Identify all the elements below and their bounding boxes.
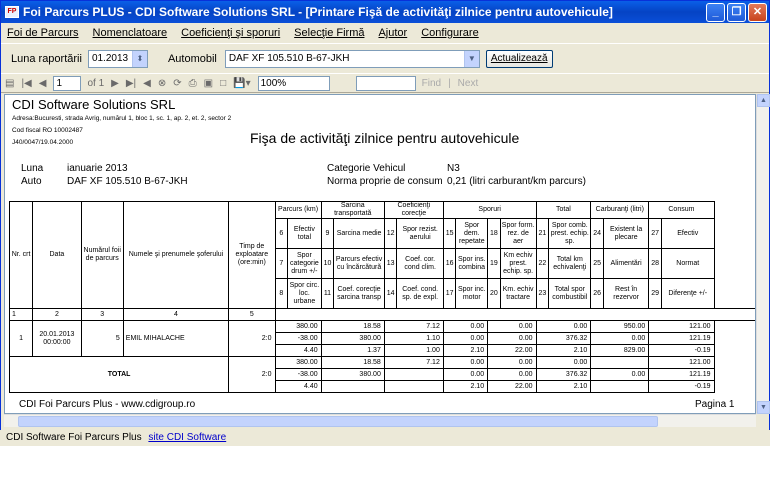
menu-selectie-firma[interactable]: Selecţie Firmă [294,27,365,39]
num-cell: 29 [649,279,662,309]
app-icon: FP [5,6,19,18]
value-cell: 0.00 [591,333,649,345]
find-link[interactable]: Find [421,77,442,89]
fiscal-code: Cod fiscal RO 10002487 [12,127,83,134]
col-nume: Numele şi prenumele şoferului [123,202,228,309]
value-cell: 0.00 [488,321,536,333]
header-cell: Spor dem. repetate [456,219,488,249]
restore-button[interactable]: ❐ [727,3,746,22]
automobil-value: DAF XF 105.510 B-67-JKH [228,53,350,64]
header-cell: Normat [661,249,714,279]
actualizeaza-button[interactable]: Actualizează [486,50,553,68]
total-cell: -0.19 [649,381,714,393]
header-cell: Spor ins. combina [456,249,488,279]
print-layout-icon[interactable]: ▣ [203,77,214,89]
group-parcurs: Parcurs (km) [275,202,321,219]
status-bar [0,430,770,446]
report-toolbar [1,73,769,93]
menu-configurare[interactable]: Configurare [421,27,479,39]
value-cell: 2.10 [443,345,487,357]
norma-value: 0,21 (litri carburant/km parcurs) [447,176,586,187]
menu-ajutor[interactable]: Ajutor [378,27,408,39]
total-cell: 376.32 [536,369,591,381]
horizontal-scrollbar[interactable] [4,414,756,427]
header-cell: Total spor combustibil [549,279,591,309]
luna-value: 01.2013 [91,53,129,64]
row-timp: 2:0 [229,321,275,357]
header-cell: Coef. cond. sp. de expl. [397,279,443,309]
parameters-bar [1,43,769,73]
num-cell: 24 [591,219,604,249]
total-cell [591,381,649,393]
group-sporuri: Sporuri [443,202,536,219]
total-timp: 2:0 [229,357,275,393]
row-data: 20.01.2013 00:00:00 [33,321,81,357]
num-cell: 9 [321,219,334,249]
header-row-groups [10,202,757,219]
col-nr: Nr. crt [10,202,33,309]
total-cell: 0.00 [591,369,649,381]
total-cell: -38.00 [275,369,321,381]
num-cell: 27 [649,219,662,249]
value-cell: 1.10 [384,333,443,345]
activity-table [9,201,756,393]
num-cell: 8 [275,279,288,309]
header-cell: Efectiv [661,219,714,249]
luna-spinner[interactable] [88,50,148,68]
num-cell: 11 [321,279,334,309]
report-viewer [4,94,756,414]
value-cell: -38.00 [275,333,321,345]
company-name: CDI Software Solutions SRL [12,97,176,112]
header-cell: Spor comb. prest. echip. sp. [549,219,591,249]
header-cell: Km echiv prest. echip. sp. [500,249,536,279]
table-row [10,321,757,333]
total-cell: 22.00 [488,381,536,393]
header-cell: Spor form. rez. de aer [500,219,536,249]
total-cell: 2.10 [443,381,487,393]
num-cell: 21 [536,219,549,249]
group-sarcina: Sarcina transportată [321,202,384,219]
col-foi: Numărul foii de parcurs [81,202,123,309]
total-cell: 0.00 [443,369,487,381]
value-cell: 4.40 [275,345,321,357]
menu-bar [1,23,769,43]
total-cell: 121.19 [649,369,714,381]
header-cell: Spor inc. motor [456,279,488,309]
status-text: CDI Software Foi Parcurs Plus [6,432,142,443]
page-count: of 1 [87,77,105,89]
num-cell: 7 [275,249,288,279]
luna-value: ianuarie 2013 [67,163,128,174]
refresh-icon[interactable]: ⟳ [173,77,182,89]
auto-label: Auto [21,176,42,187]
menu-nomenclatoare[interactable]: Nomenclatoare [92,27,168,39]
col-data: Data [33,202,81,309]
value-cell: -0.19 [649,345,714,357]
value-cell: 0.00 [536,321,591,333]
num-cell: 6 [275,219,288,249]
categorie-label: Categorie Vehicul [327,163,406,174]
total-cell: 0.00 [536,357,591,369]
header-cell: Km. echiv tractare [500,279,536,309]
total-cell [321,381,384,393]
total-cell: 4.40 [275,381,321,393]
group-total: Total [536,202,591,219]
num-cell: 23 [536,279,549,309]
first-page-icon[interactable]: |◀ [21,77,32,89]
value-cell: 121.00 [649,321,714,333]
num-cell: 14 [384,279,397,309]
num-cell: 15 [443,219,456,249]
header-cell: Spor categorie drum +/- [288,249,322,279]
page-input[interactable]: 1 [53,76,81,91]
zoom-select[interactable]: 100% [258,76,330,91]
total-cell [591,357,649,369]
print-icon[interactable]: ⎙ [188,77,197,89]
value-cell: 950.00 [591,321,649,333]
registration-number: J40/0047/19.04.2000 [12,139,74,146]
value-cell: 0.00 [488,333,536,345]
header-cell: Existent la plecare [603,219,648,249]
header-cell: Diferenţe +/- [661,279,714,309]
total-cell: 7.12 [384,357,443,369]
value-cell: 121.19 [649,333,714,345]
index-cell: 1 [10,309,33,321]
chevron-down-icon[interactable]: ▼ [464,51,479,67]
group-carburanti: Carburanţi (litri) [591,202,649,219]
automobil-label: Automobil [167,52,217,65]
col-timp: Timp de exploatare (ore:min) [229,202,275,309]
header-cell: Rest în rezervor [603,279,648,309]
value-cell: 1.37 [321,345,384,357]
total-cell: 0.00 [443,357,487,369]
header-cell: Coef. corecţie sarcina transp [334,279,385,309]
header-cell: Efectiv total [288,219,322,249]
total-cell [384,369,443,381]
num-cell: 17 [443,279,456,309]
separator: | [448,77,451,89]
prev-page-icon[interactable]: ◀ [38,77,47,89]
total-cell: 0.00 [488,357,536,369]
total-cell [384,381,443,393]
header-cell: Spor circ. loc. urbane [288,279,322,309]
total-label: TOTAL [10,357,229,393]
value-cell: 380.00 [275,321,321,333]
stop-icon[interactable]: ⊗ [157,77,167,89]
automobil-select[interactable] [225,50,480,68]
page-setup-icon[interactable]: □ [220,77,227,89]
group-coeficienti: Coeficienţi corecţie [384,202,443,219]
next-link[interactable]: Next [457,77,479,89]
document-map-icon[interactable]: ▤ [5,77,15,89]
window-title: Foi Parcurs PLUS - CDI Software Solutions SRL - [Printare Fişă de activităţi zilnice pentru autovehicule] [23,5,613,19]
num-cell: 19 [488,249,501,279]
total-cell: 380.00 [275,357,321,369]
page-number: Pagina 1 [695,399,735,410]
num-cell: 20 [488,279,501,309]
header-cell: Coef. cor. cond clim. [397,249,443,279]
value-cell: 2.10 [536,345,591,357]
num-cell: 28 [649,249,662,279]
num-cell: 22 [536,249,549,279]
luna-label: Luna raportării [11,52,82,65]
scroll-up-icon[interactable]: ▲ [757,94,770,107]
header-cell: Sarcina medie [334,219,385,249]
value-cell: 829.00 [591,345,649,357]
close-button[interactable]: ✕ [748,3,767,22]
site-link[interactable]: site CDI Software [148,432,227,443]
last-page-icon[interactable]: ▶| [125,77,137,89]
export-icon[interactable]: 💾▾ [233,77,251,89]
header-cell: Parcurs efectiv cu încărcătură [334,249,385,279]
company-address: Adresa:Bucuresti, strada Avrig, numărul 1, bloc 1, sc. 1, ap. 2, et. 2, sector 2 [12,115,232,122]
num-cell: 16 [443,249,456,279]
index-row [10,309,757,321]
norma-label: Norma proprie de consum [327,176,443,187]
total-row [10,357,757,369]
index-cell: 4 [123,309,228,321]
num-cell: 26 [591,279,604,309]
back-icon[interactable]: ◀ [143,77,151,89]
scroll-thumb[interactable] [18,416,658,427]
index-cell: 3 [81,309,123,321]
vertical-scrollbar[interactable] [756,94,769,414]
title-bar [1,1,769,23]
row-nr: 1 [10,321,33,357]
spinner-arrows-icon[interactable]: ⬍ [132,51,147,67]
header-cell: Alimentări [603,249,648,279]
menu-foi-de-parcurs[interactable]: Foi de Parcurs [7,27,79,39]
minimize-button[interactable]: _ [706,3,725,22]
find-input[interactable] [356,76,416,91]
group-consum: Consum [649,202,714,219]
header-cell: Total km echivalenţi [549,249,591,279]
report-title: Fişa de activităţi zilnice pentru autovehicule [250,130,520,146]
total-cell: 0.00 [488,369,536,381]
value-cell: 22.00 [488,345,536,357]
next-page-icon[interactable]: ▶ [111,77,119,89]
num-cell: 13 [384,249,397,279]
value-cell: 18.58 [321,321,384,333]
index-cell: 2 [33,309,81,321]
value-cell: 0.00 [443,321,487,333]
value-cell: 380.00 [321,333,384,345]
value-cell: 376.32 [536,333,591,345]
total-cell: 121.00 [649,357,714,369]
total-cell: 2.10 [536,381,591,393]
row-foi: 5 [81,321,123,357]
menu-coeficienti[interactable]: Coeficienţi şi sporuri [181,27,281,39]
value-cell: 7.12 [384,321,443,333]
total-cell: 380.00 [321,369,384,381]
report-footer: CDI Foi Parcurs Plus - www.cdigroup.ro [19,399,196,410]
luna-label: Luna [21,163,44,174]
scroll-down-icon[interactable]: ▼ [757,401,770,414]
index-cell: 5 [229,309,275,321]
value-cell: 1.00 [384,345,443,357]
spacer-cell [275,309,756,321]
row-nume: EMIL MIHALACHE [123,321,228,357]
auto-value: DAF XF 105.510 B-67-JKH [67,176,188,187]
num-cell: 25 [591,249,604,279]
num-cell: 12 [384,219,397,249]
categorie-value: N3 [447,163,460,174]
value-cell: 0.00 [443,333,487,345]
total-cell: 18.58 [321,357,384,369]
num-cell: 18 [488,219,501,249]
header-cell: Spor rezist. aerului [397,219,443,249]
num-cell: 10 [321,249,334,279]
